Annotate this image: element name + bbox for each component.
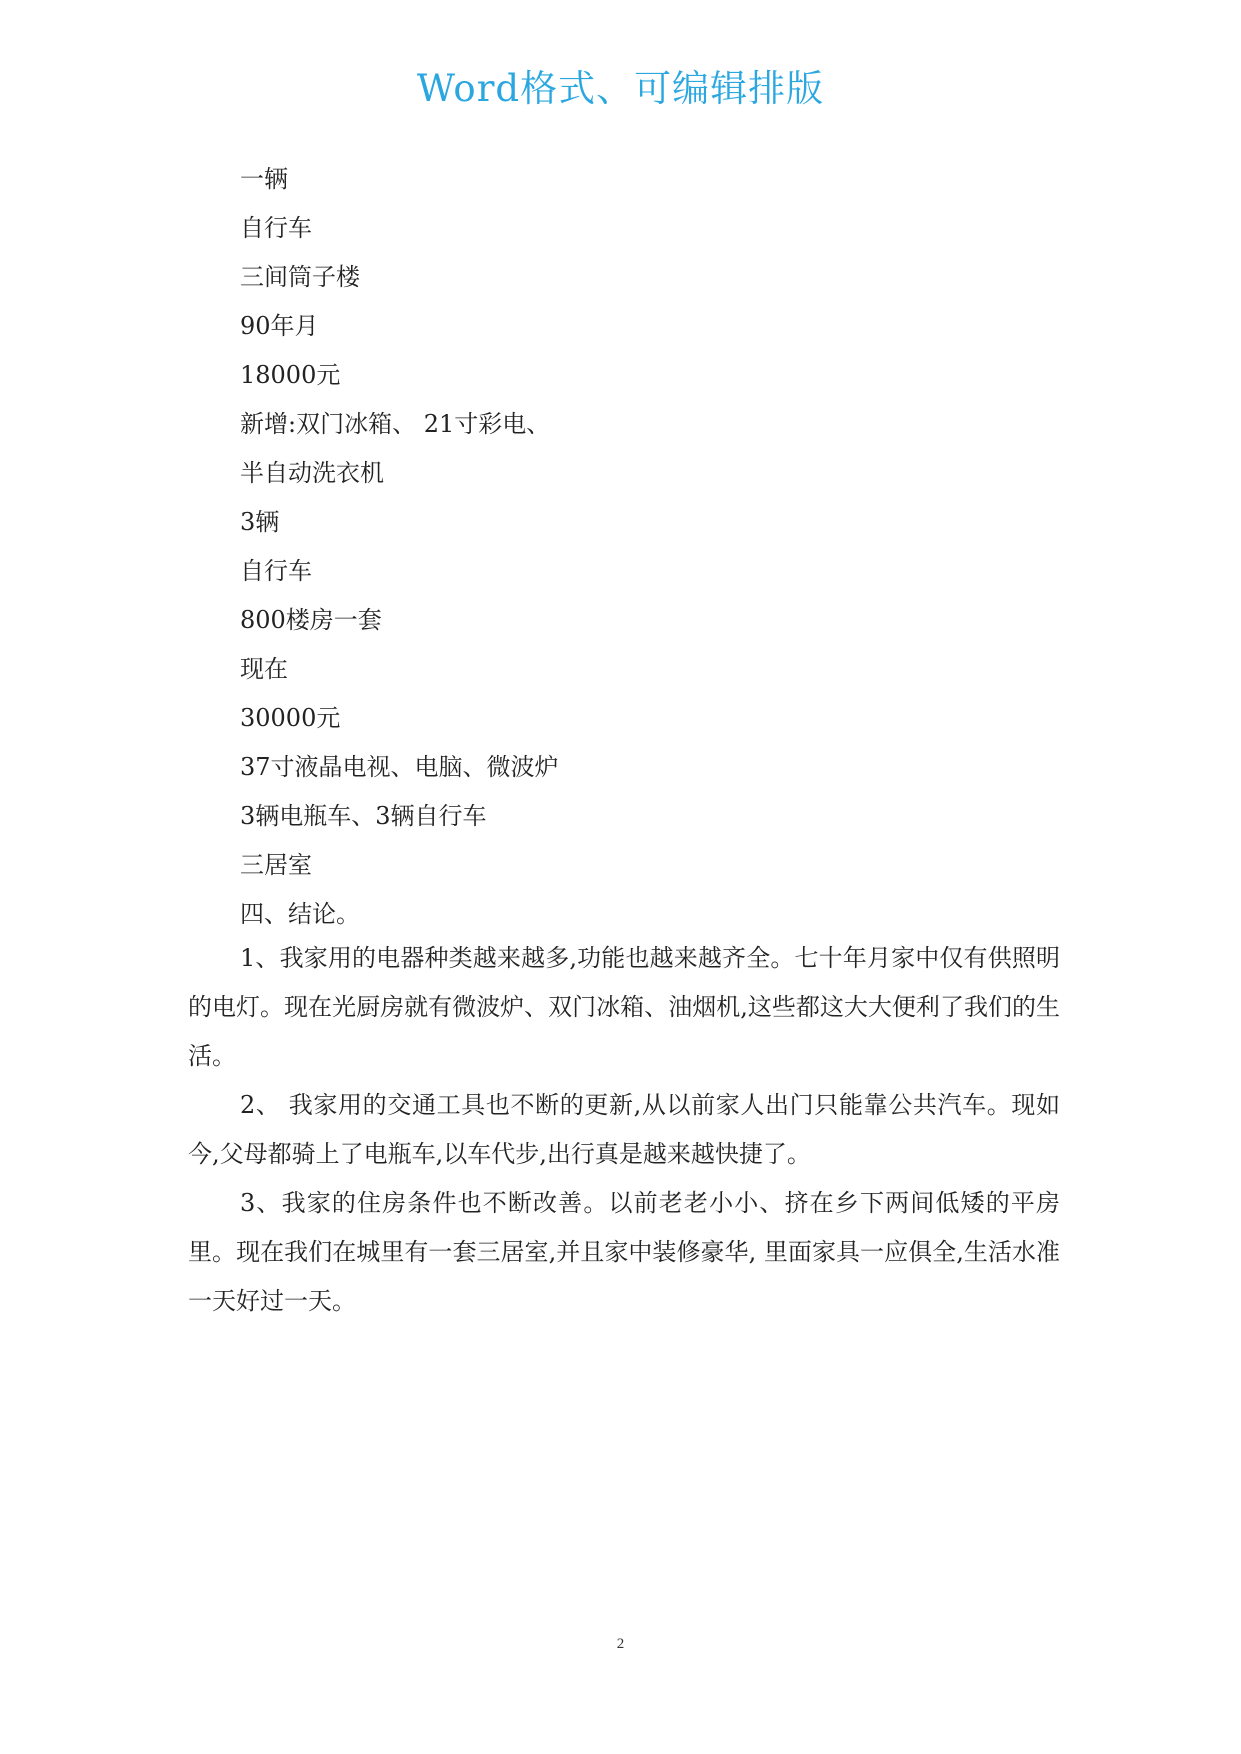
body-line: 30000元 — [240, 704, 341, 732]
body-line: 3辆电瓶车、3辆自行车 — [240, 802, 487, 830]
paragraph: 3、我家的住房条件也不断改善。以前老老小小、挤在乡下两间低矮的平房里。现在我们在城里有一套三居室,并且家中装修豪华, 里面家具一应俱全,生活水准一天好过一天。 — [188, 1189, 1060, 1315]
body-line: 800楼房一套 — [240, 606, 382, 634]
body-line: 90年月 — [240, 312, 319, 340]
body-line: 半自动洗衣机 — [240, 459, 384, 487]
body-line: 37寸液晶电视、电脑、微波炉 — [240, 753, 559, 781]
paragraph: 2、 我家用的交通工具也不断的更新,从以前家人出门只能靠公共汽车。现如今,父母都骑上了电瓶车,以车代步,出行真是越来越快捷了。 — [188, 1091, 1060, 1168]
page-number: 2 — [616, 1636, 625, 1652]
page-header-title: Word格式、可编辑排版 — [416, 67, 825, 110]
body-line: 新增:双门冰箱、 21寸彩电、 — [240, 410, 551, 438]
section-heading-conclusion: 四、结论。 — [240, 900, 360, 928]
body-line: 3辆 — [240, 508, 280, 536]
paragraph: 1、我家用的电器种类越来越多,功能也越来越齐全。七十年月家中仅有供照明的电灯。现在光厨房就有微波炉、双门冰箱、油烟机,这些都这大大便利了我们的生活。 — [188, 944, 1060, 1070]
body-line: 自行车 — [240, 557, 312, 585]
body-line: 三间筒子楼 — [240, 263, 360, 291]
body-line: 18000元 — [240, 361, 341, 389]
body-line: 现在 — [240, 655, 288, 683]
conclusion-paragraphs — [188, 934, 1060, 1326]
body-line: 一辆 — [240, 165, 288, 193]
body-line: 三居室 — [240, 851, 312, 879]
body-lines — [240, 155, 1060, 939]
body-line: 自行车 — [240, 214, 312, 242]
